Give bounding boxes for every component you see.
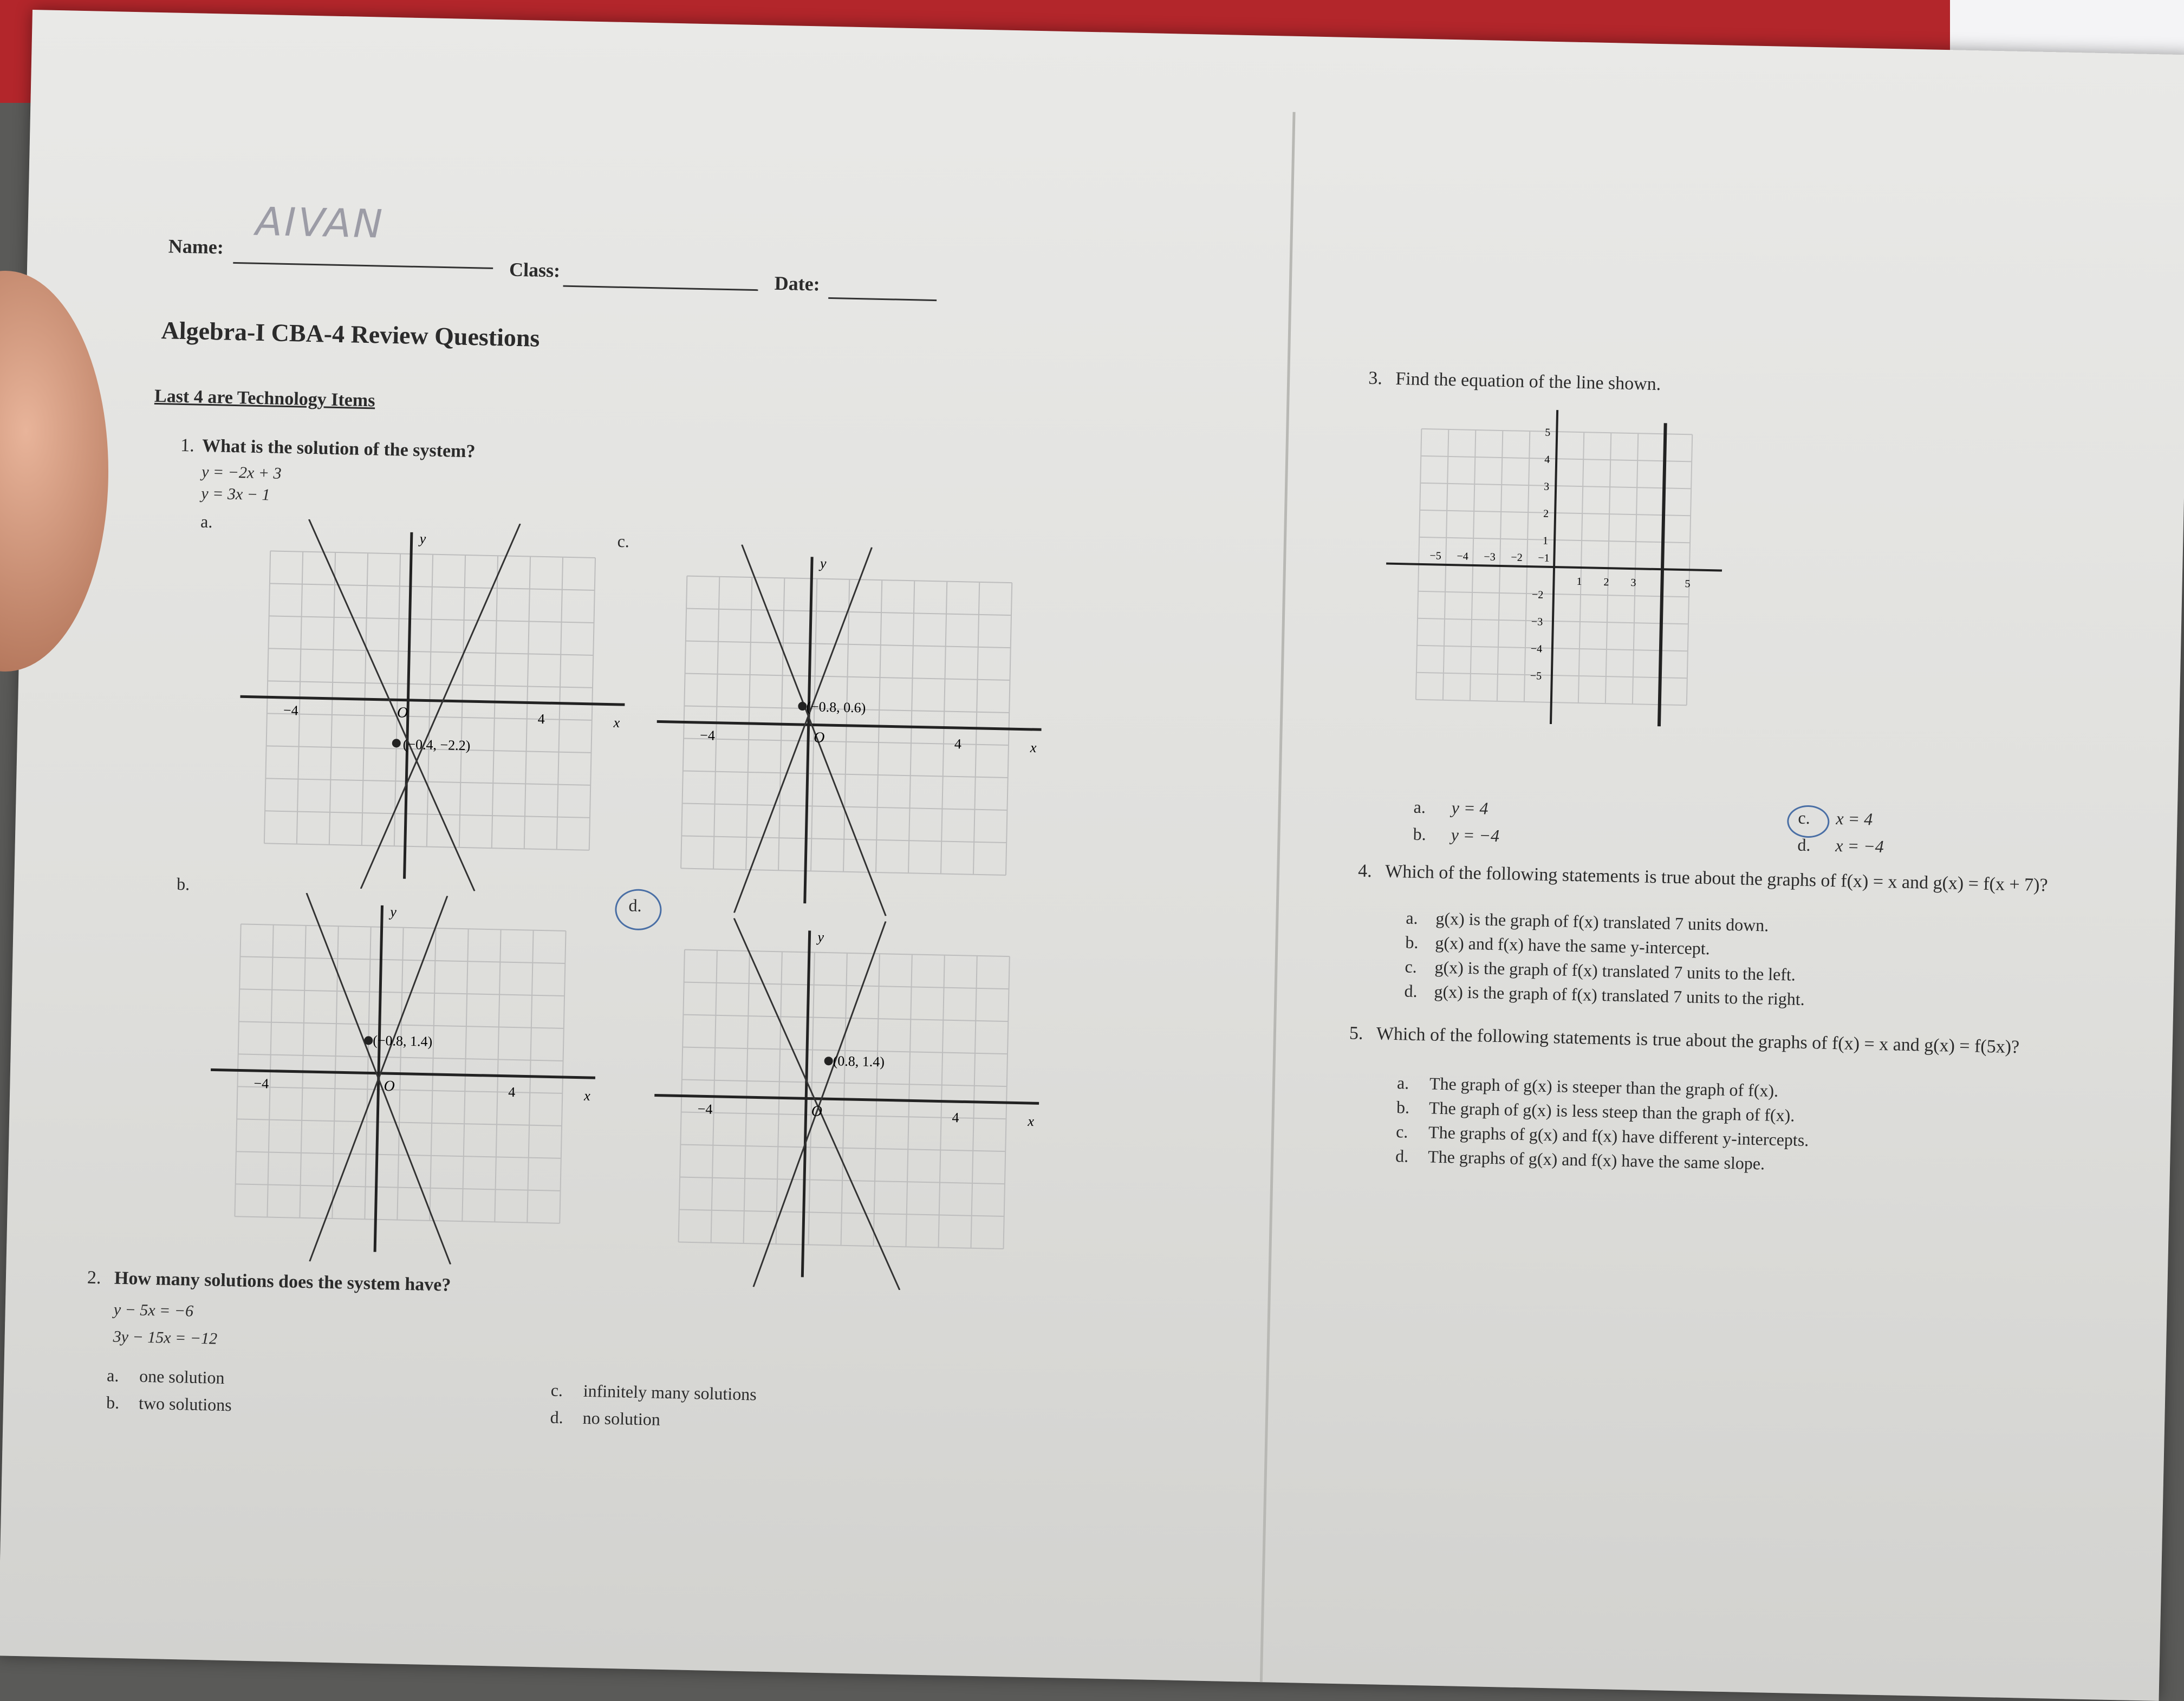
origin-label: O (813, 729, 825, 746)
intersection-label: (−0.8, 0.6) (806, 699, 866, 716)
y-tick-3: 3 (1543, 480, 1550, 493)
y-tick-1: 1 (1542, 535, 1549, 547)
q4-option-d-text[interactable]: g(x) is the graph of f(x) translated 7 units to the right. (1434, 981, 1805, 1009)
tick-label-4: 4 (537, 711, 545, 727)
q3-option-c-letter: c. (1798, 807, 1811, 828)
page-divider (1260, 112, 1296, 1682)
q1-number: 1. (180, 435, 195, 456)
q1-option-b-letter: b. (176, 874, 190, 894)
q1-option-c-letter: c. (617, 531, 630, 551)
q1-eq1: y = −2x + 3 (201, 462, 282, 483)
line-2 (361, 520, 520, 892)
q4-option-b-text[interactable]: g(x) and f(x) have the same y-intercept. (1435, 933, 1711, 959)
x-tick-neg4: −4 (1457, 550, 1468, 563)
intersection-point (824, 1057, 833, 1065)
q5-option-a-text[interactable]: The graph of g(x) is steeper than the graph of f(x). (1429, 1073, 1779, 1100)
tick-label-4: 4 (954, 735, 962, 752)
q5-option-d-letter: d. (1395, 1146, 1409, 1166)
q2-eq1: y − 5x = −6 (113, 1300, 194, 1320)
x-axis-label: x (613, 714, 620, 731)
q2-option-b-letter: b. (106, 1392, 120, 1412)
name-blank-line (233, 262, 493, 269)
date-label: Date: (774, 272, 821, 295)
q3-option-b-letter: b. (1413, 824, 1427, 844)
y-tick-2: 2 (1543, 507, 1549, 520)
tick-label-4: 4 (508, 1084, 516, 1100)
origin-label: O (384, 1078, 395, 1095)
q1-option-a-letter: a. (200, 511, 213, 532)
y-tick-neg2: −2 (1531, 589, 1544, 601)
intersection-label: (−0.8, 1.4) (372, 1032, 433, 1050)
q4-option-a-text[interactable]: g(x) is the graph of f(x) translated 7 units down. (1435, 908, 1769, 935)
class-label: Class: (509, 258, 561, 282)
page-subtitle: Last 4 are Technology Items (154, 386, 375, 411)
q4-option-c-letter: c. (1405, 956, 1418, 976)
q1-eq2: y = 3x − 1 (201, 484, 270, 504)
q3-option-a-letter: a. (1413, 797, 1426, 817)
y-tick-neg5: −5 (1530, 670, 1542, 682)
tick-label-neg4: −4 (253, 1075, 269, 1092)
y-axis-label: y (817, 929, 824, 945)
tick-label-4: 4 (952, 1110, 959, 1126)
intersection-point (392, 739, 401, 747)
x-tick-neg5: −5 (1429, 550, 1441, 562)
q4-number: 4. (1357, 861, 1373, 882)
q2-number: 2. (87, 1267, 101, 1288)
handwritten-name: AIVAN (255, 198, 385, 247)
q1-graph-c[interactable] (647, 543, 1056, 919)
origin-label: O (396, 704, 408, 721)
q2-option-c-letter: c. (550, 1380, 563, 1400)
page-title: Algebra-I CBA-4 Review Questions (161, 316, 540, 352)
q1-graph-b[interactable] (202, 891, 610, 1267)
name-label: Name: (168, 235, 224, 258)
q5-option-b-text[interactable]: The graph of g(x) is less steep than the graph of f(x). (1428, 1098, 1795, 1125)
q5-option-a-letter: a. (1396, 1073, 1409, 1093)
q2-option-a-letter: a. (106, 1365, 119, 1385)
tick-label-neg4: −4 (697, 1101, 713, 1117)
line-2 (734, 545, 872, 916)
x-tick-neg3: −3 (1484, 551, 1496, 563)
origin-label: O (811, 1103, 823, 1120)
line-2 (310, 893, 447, 1264)
q3-option-d-letter: d. (1797, 835, 1811, 855)
intersection-label: (−0.4, −2.2) (402, 736, 471, 754)
q1-graph-a[interactable] (231, 518, 639, 894)
x-tick-5: 5 (1685, 578, 1691, 590)
q2-option-c-text[interactable]: infinitely many solutions (583, 1380, 757, 1404)
q5-option-c-text[interactable]: The graphs of g(x) and f(x) have different y-intercepts. (1428, 1122, 1809, 1150)
q2-text: How many solutions does the system have? (114, 1268, 451, 1295)
q2-option-a-text[interactable]: one solution (139, 1366, 225, 1387)
q4-option-a-letter: a. (1406, 908, 1419, 928)
worksheet-paper (0, 10, 2184, 1701)
q3-graph[interactable] (1372, 395, 1737, 739)
y-tick-neg3: −3 (1531, 616, 1543, 628)
tick-label-neg4: −4 (699, 727, 716, 744)
q5-option-b-letter: b. (1396, 1097, 1410, 1117)
intersection-label: (0.8, 1.4) (833, 1053, 885, 1070)
x-tick-neg2: −2 (1511, 551, 1523, 564)
q5-option-d-text[interactable]: The graphs of g(x) and f(x) have the same slope. (1427, 1146, 1765, 1174)
x-tick-neg1: −1 (1538, 552, 1550, 564)
line-1 (301, 519, 482, 891)
q1-text: What is the solution of the system? (202, 435, 476, 462)
q4-option-b-letter: b. (1405, 932, 1419, 952)
q3-option-d-text[interactable]: x = −4 (1835, 836, 1884, 856)
q5-text: Which of the following statements is true about the graphs of f(x) = x and g(x) = f(5x)? (1376, 1024, 2020, 1058)
q3-option-b-text[interactable]: y = −4 (1451, 825, 1500, 846)
y-axis-label: y (820, 555, 827, 571)
class-blank-line (563, 285, 758, 291)
vertical-line-x-4 (1659, 423, 1666, 726)
q3-option-a-text[interactable]: y = 4 (1451, 798, 1488, 818)
y-axis-label: y (389, 904, 397, 920)
x-axis-label: x (583, 1087, 591, 1104)
y-tick-neg4: −4 (1530, 643, 1543, 655)
y-tick-4: 4 (1544, 453, 1550, 466)
date-blank-line (828, 297, 937, 301)
x-tick-1: 1 (1576, 575, 1582, 588)
q3-option-c-text[interactable]: x = 4 (1836, 809, 1873, 829)
y-tick-5: 5 (1545, 426, 1551, 439)
q4-text: Which of the following statements is true about the graphs of f(x) = x and g(x) = f(x + 7)? (1384, 861, 2048, 896)
q3-text: Find the equation of the line shown. (1395, 368, 1661, 395)
q2-option-b-text[interactable]: two solutions (138, 1393, 232, 1415)
q3-number: 3. (1368, 368, 1383, 389)
q5-number: 5. (1349, 1023, 1363, 1044)
q1-graph-d[interactable] (645, 916, 1054, 1293)
q2-option-d-letter: d. (550, 1407, 564, 1428)
y-axis-label: y (419, 531, 426, 547)
x-axis-label: x (1030, 739, 1037, 756)
q2-option-d-text[interactable]: no solution (582, 1407, 661, 1429)
q2-eq2: 3y − 15x = −12 (113, 1327, 218, 1348)
x-tick-2: 2 (1603, 576, 1609, 589)
x-axis-label: x (1028, 1113, 1035, 1130)
q1-option-d-letter: d. (628, 895, 642, 915)
q4-option-d-letter: d. (1404, 981, 1418, 1001)
q5-option-c-letter: c. (1395, 1122, 1408, 1142)
tick-label-neg4: −4 (283, 702, 298, 719)
x-tick-3: 3 (1630, 577, 1636, 589)
q4-option-c-text[interactable]: g(x) is the graph of f(x) translated 7 units to the left. (1434, 957, 1796, 985)
